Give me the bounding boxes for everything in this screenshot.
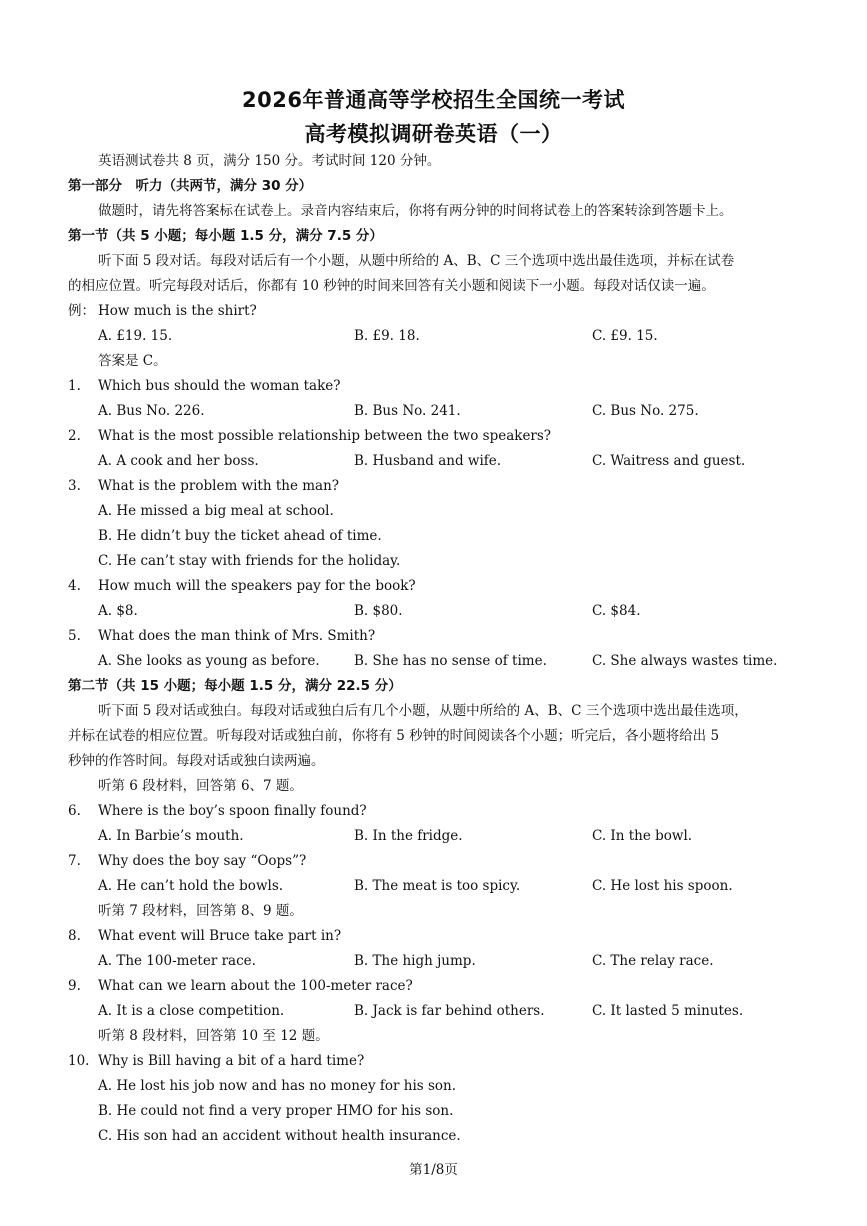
q10-option-a: A. He lost his job now and has no money for his son. — [98, 1078, 457, 1094]
q6-option-b: B. In the fridge. — [354, 828, 463, 844]
q1-option-b: B. Bus No. 241. — [354, 403, 461, 419]
q9-text: What can we learn about the 100-meter race? — [98, 978, 413, 994]
example-label: 例： — [68, 303, 95, 319]
q5-option-a: A. She looks as young as before. — [98, 653, 320, 669]
q9-number: 9. — [68, 978, 81, 994]
q2-number: 2. — [68, 428, 81, 444]
section2-instruction-3: 秒钟的作答时间。每段对话或独白读两遍。 — [68, 753, 325, 769]
q10-text: Why is Bill having a bit of a hard time? — [98, 1053, 365, 1069]
q1-text: Which bus should the woman take? — [98, 378, 341, 394]
q5-option-c: C. She always wastes time. — [592, 653, 778, 669]
q1-number: 1. — [68, 378, 81, 394]
q4-number: 4. — [68, 578, 81, 594]
exam-title: 2026年普通高等学校招生全国统一考试 — [242, 88, 625, 112]
part1-heading: 第一部分 听力（共两节，满分 30 分） — [68, 178, 313, 194]
q10-option-b: B. He could not find a very proper HMO for his son. — [98, 1103, 454, 1119]
q2-option-b: B. Husband and wife. — [354, 453, 502, 469]
q2-text: What is the most possible relationship between the two speakers? — [98, 428, 552, 444]
q7-option-b: B. The meat is too spicy. — [354, 878, 521, 894]
q7-option-a: A. He can’t hold the bowls. — [98, 878, 284, 894]
section1-heading: 第一节（共 5 小题；每小题 1.5 分，满分 7.5 分） — [68, 228, 383, 244]
q6-option-c: C. In the bowl. — [592, 828, 693, 844]
exam-intro: 英语测试卷共 8 页，满分 150 分。考试时间 120 分钟。 — [98, 153, 441, 169]
q5-text: What does the man think of Mrs. Smith? — [98, 628, 376, 644]
exam-subtitle: 高考模拟调研卷英语（一） — [304, 122, 563, 146]
q7-text: Why does the boy say “Oops”? — [98, 853, 307, 869]
q3-option-c: C. He can’t stay with friends for the holiday. — [98, 553, 401, 569]
q3-option-b: B. He didn’t buy the ticket ahead of time. — [98, 528, 382, 544]
section1-instruction-1: 听下面 5 段对话。每段对话后有一个小题，从题中所给的 A、B、C 三个选项中选出最佳选项，并标在试卷 — [98, 253, 735, 269]
q7-option-c: C. He lost his spoon. — [592, 878, 733, 894]
q6-option-a: A. In Barbie’s mouth. — [98, 828, 244, 844]
q8-option-c: C. The relay race. — [592, 953, 714, 969]
q10-option-c: C. His son had an accident without health insurance. — [98, 1128, 461, 1144]
q3-option-a: A. He missed a big meal at school. — [98, 503, 334, 519]
q6-text: Where is the boy’s spoon finally found? — [98, 803, 367, 819]
q3-text: What is the problem with the man? — [98, 478, 340, 494]
q5-option-b: B. She has no sense of time. — [354, 653, 547, 669]
material-6-note: 听第 6 段材料，回答第 6、7 题。 — [98, 778, 303, 794]
q4-option-b: B. $80. — [354, 603, 403, 619]
q10-number: 10. — [68, 1053, 90, 1069]
q9-option-a: A. It is a close competition. — [98, 1003, 285, 1019]
material-7-note: 听第 7 段材料，回答第 8、9 题。 — [98, 903, 303, 919]
q9-option-b: B. Jack is far behind others. — [354, 1003, 545, 1019]
material-8-note: 听第 8 段材料，回答第 10 至 12 题。 — [98, 1028, 329, 1044]
section2-instruction-1: 听下面 5 段对话或独白。每段对话或独白后有几个小题，从题中所给的 A、B、C 三个选项中选出最佳选项， — [98, 703, 748, 719]
q1-option-c: C. Bus No. 275. — [592, 403, 699, 419]
q2-option-a: A. A cook and her boss. — [98, 453, 259, 469]
section2-instruction-2: 并标在试卷的相应位置。听每段对话或独白前，你将有 5 秒钟的时间阅读各个小题；听完后，各小题将给出 5 — [68, 728, 720, 744]
q8-number: 8. — [68, 928, 81, 944]
section1-instruction-2: 的相应位置。听完每段对话后，你都有 10 秒钟的时间来回答有关小题和阅读下一小题。每段对话仅读一遍。 — [68, 278, 715, 294]
q9-option-c: C. It lasted 5 minutes. — [592, 1003, 744, 1019]
q1-option-a: A. Bus No. 226. — [98, 403, 205, 419]
q2-option-c: C. Waitress and guest. — [592, 453, 746, 469]
example-option-a: A. £19. 15. — [98, 328, 173, 344]
section2-heading: 第二节（共 15 小题；每小题 1.5 分，满分 22.5 分） — [68, 678, 402, 694]
q7-number: 7. — [68, 853, 81, 869]
q8-option-b: B. The high jump. — [354, 953, 476, 969]
example-option-b: B. £9. 18. — [354, 328, 420, 344]
q3-number: 3. — [68, 478, 81, 494]
q8-text: What event will Bruce take part in? — [98, 928, 342, 944]
example-option-c: C. £9. 15. — [592, 328, 658, 344]
q4-option-c: C. $84. — [592, 603, 641, 619]
page-number: 第1/8页 — [409, 1162, 458, 1178]
q5-number: 5. — [68, 628, 81, 644]
example-answer: 答案是 C。 — [98, 353, 167, 369]
q4-text: How much will the speakers pay for the book? — [98, 578, 416, 594]
example-question: How much is the shirt? — [98, 303, 257, 319]
part1-instruction: 做题时，请先将答案标在试卷上。录音内容结束后，你将有两分钟的时间将试卷上的答案转涂到答题卡上。 — [98, 203, 733, 219]
q6-number: 6. — [68, 803, 81, 819]
q8-option-a: A. The 100-meter race. — [98, 953, 256, 969]
q4-option-a: A. $8. — [98, 603, 138, 619]
